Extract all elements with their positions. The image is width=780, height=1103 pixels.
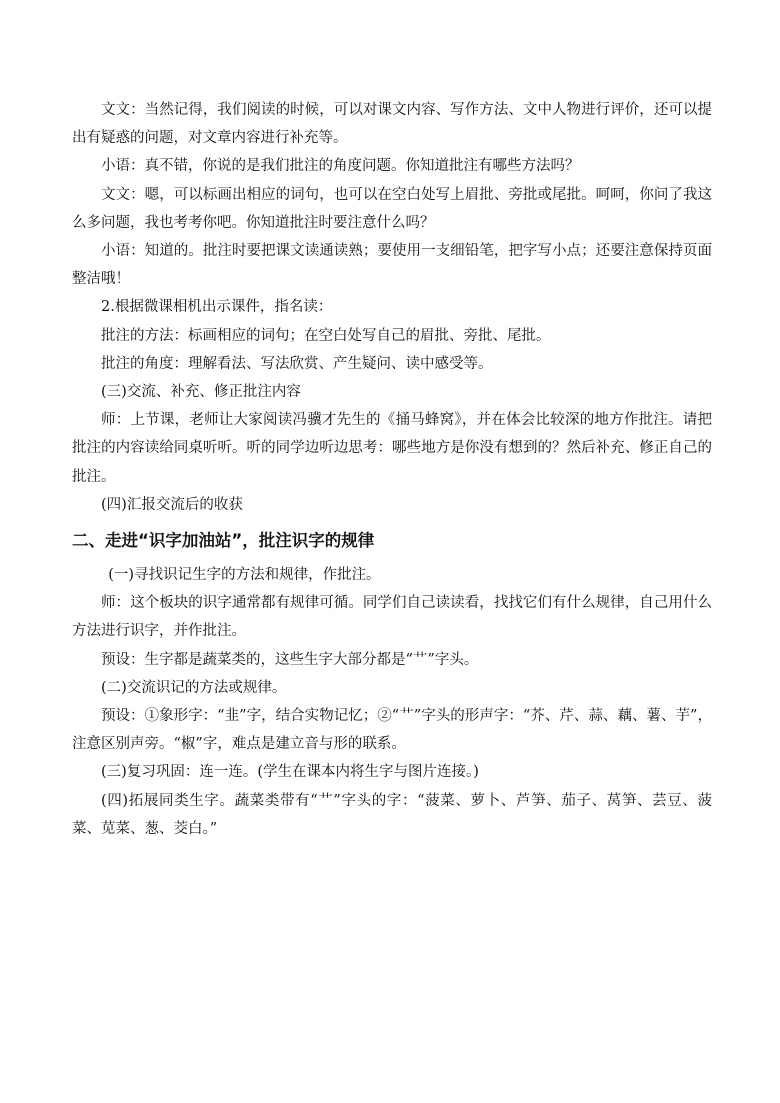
paragraph-wenwen-1: 文文：当然记得，我们阅读的时候，可以对课文内容、写作方法、文中人物进行评价，还可以提出有疑惑的问题，对文章内容进行补充等。	[72, 102, 712, 147]
section-heading: 二、走进“识字加油站”，批注识字的规律	[72, 531, 375, 551]
paragraph-subsection-extend: (四)拓展同类生字。蔬菜类带有“艹”字头的字：“菠菜、萝卜、芦笋、茄子、莴笋、芸豆、菠菜、苋菜、葱、茭白。”	[72, 792, 712, 837]
paragraph-teacher-1: 师：上节课，老师让大家阅读冯骥才先生的《捅马蜂窝》，并在体会比较深的地方作批注。请把批注的内容读给同桌听听。听的同学边听边思考：哪些地方是你没有想到的？然后补充、修正自己的批注。	[72, 412, 712, 485]
paragraph-subsection-2: (二)交流识记的方法或规律。	[101, 679, 287, 696]
paragraph-preset-1: 预设：生字都是蔬菜类的，这些生字大部分都是“艹”字头。	[101, 651, 479, 668]
paragraph-wenwen-2: 文文：嗯，可以标画出相应的词句，也可以在空白处写上眉批、旁批或尾批。呵呵，你问了我这么多问题，我也考考你吧。你知道批注时要注意什么吗？	[72, 186, 712, 231]
paragraph-subsection-review: (三)复习巩固：连一连。(学生在课本内将生字与图片连接。)	[101, 764, 479, 781]
paragraph-xiaoyu-1: 小语：真不错，你说的是我们批注的角度问题。你知道批注有哪些方法吗？	[101, 158, 580, 175]
paragraph-preset-2: 预设：①象形字：“韭”字，结合实物记忆；②“艹”字头的形声字：“芥、芹、蒜、藕、薯、芋”，注意区别声旁。“椒”字，难点是建立音与形的联系。	[72, 708, 712, 753]
paragraph-subsection-4: (四)汇报交流后的收获	[101, 496, 243, 513]
paragraph-annotation-angles: 批注的角度：理解看法、写法欣赏、产生疑问、读中感受等。	[101, 355, 493, 372]
paragraph-subsection-3: (三)交流、补充、修正批注内容	[101, 384, 301, 401]
paragraph-step-2: 2.根据微课相机出示课件，指名读：	[101, 299, 333, 316]
paragraph-xiaoyu-2: 小语：知道的。批注时要把课文读通读熟；要使用一支细铅笔，把字写小点；还要注意保持页面整洁哦！	[72, 243, 712, 288]
paragraph-subsection-1: (一)寻找识记生字的方法和规律，作批注。	[108, 567, 381, 584]
paragraph-annotation-methods: 批注的方法：标画相应的词句；在空白处写自己的眉批、旁批、尾批。	[101, 327, 551, 344]
document-body	[72, 96, 712, 843]
paragraph-teacher-2: 师：这个板块的识字通常都有规律可循。同学们自己读读看，找找它们有什么规律，自己用什么方法进行识字，并作批注。	[72, 595, 712, 640]
